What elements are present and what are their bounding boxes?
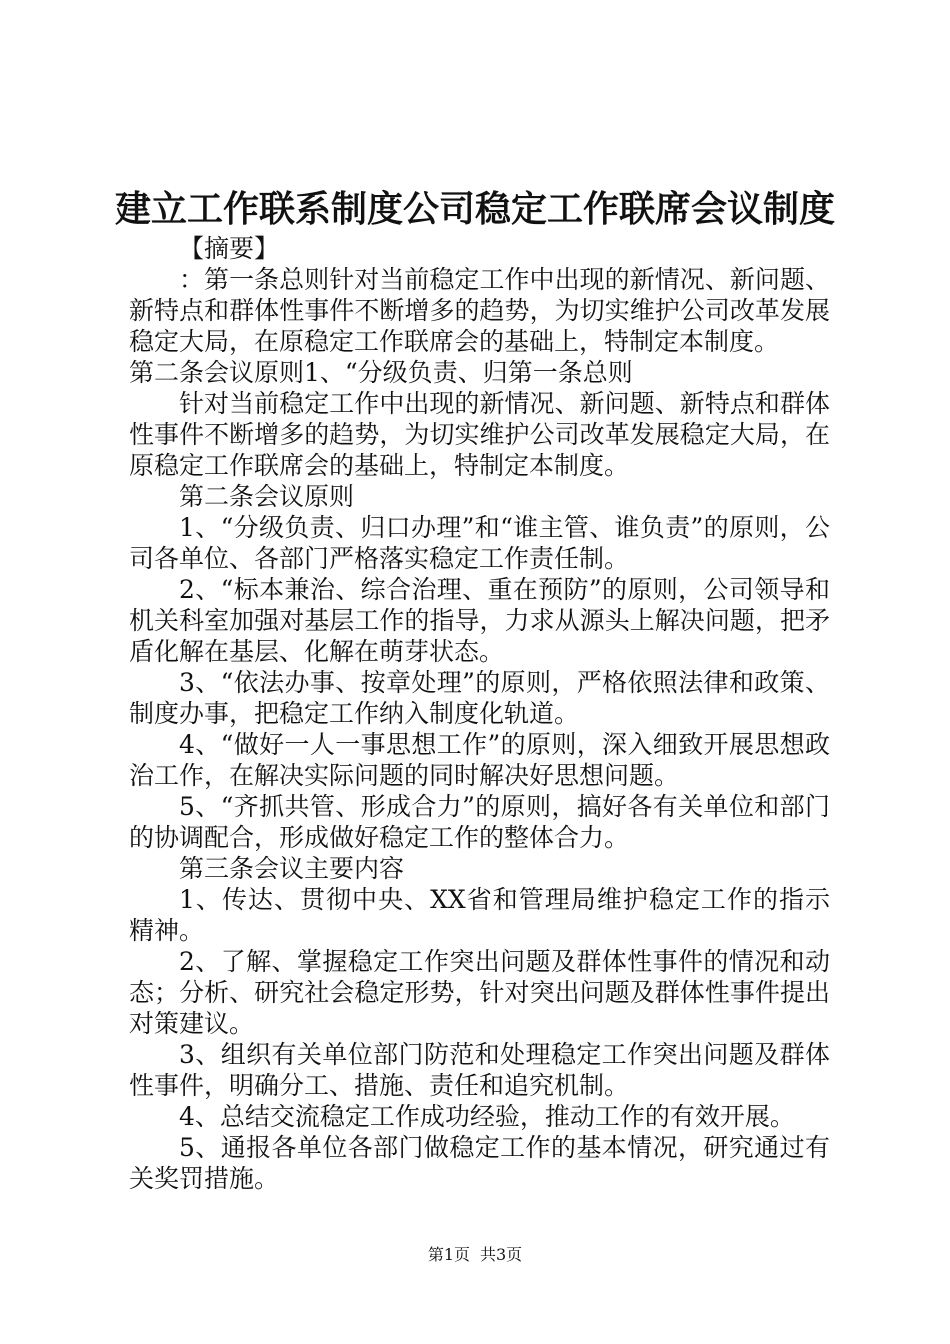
article-3-item-1: 1、传达、贯彻中央、XX省和管理局维护稳定工作的指示精神。	[129, 885, 830, 945]
article-1-paragraph: 针对当前稳定工作中出现的新情况、新问题、新特点和群体性事件不断增多的趋势，为切实维护公司改革发展稳定大局，在原稳定工作联席会的基础上，特制定本制度。	[129, 389, 830, 480]
article-2-item-3: 3、“依法办事、按章处理”的原则，严格依照法律和政策、制度办事，把稳定工作纳入制度化轨道。	[129, 668, 830, 728]
abstract-paragraph: ：第一条总则针对当前稳定工作中出现的新情况、新问题、新特点和群体性事件不断增多的趋势，为切实维护公司改革发展稳定大局，在原稳定工作联席会的基础上，特制定本制度。	[129, 265, 830, 356]
page-footer	[0, 1244, 950, 1266]
document-title: 建立工作联系制度公司稳定工作联席会议制度	[114, 188, 835, 230]
abstract-heading: 【摘要】	[179, 234, 280, 263]
document-body	[129, 233, 830, 1194]
article-3-item-2: 2、了解、掌握稳定工作突出问题及群体性事件的情况和动态；分析、研究社会稳定形势，针对突出问题及群体性事件提出对策建议。	[129, 947, 830, 1038]
article-3-item-5: 5、通报各单位各部门做稳定工作的基本情况，研究通过有关奖罚措施。	[129, 1133, 830, 1193]
article-2-item-5: 5、“齐抓共管、形成合力”的原则，搞好各有关单位和部门的协调配合，形成做好稳定工作的整体合力。	[129, 792, 830, 852]
article-3-item-4: 4、总结交流稳定工作成功经验，推动工作的有效开展。	[179, 1102, 795, 1131]
article-2-heading: 第二条会议原则	[179, 482, 355, 511]
page-total: 共3页	[480, 1245, 523, 1264]
article-3-heading: 第三条会议主要内容	[179, 854, 405, 883]
article-2-item-1: 1、“分级负责、归口办理”和“谁主管、谁负责”的原则，公司各单位、各部门严格落实稳定工作责任制。	[129, 513, 830, 573]
article-3-item-3: 3、组织有关单位部门防范和处理稳定工作突出问题及群体性事件，明确分工、措施、责任和追究机制。	[129, 1040, 830, 1100]
article-2-item-2: 2、“标本兼治、综合治理、重在预防”的原则，公司领导和机关科室加强对基层工作的指导，力求从源头上解决问题，把矛盾化解在基层、化解在萌芽状态。	[129, 575, 830, 666]
page-number: 第1页	[427, 1245, 470, 1264]
article-2-item-4: 4、“做好一人一事思想工作”的原则，深入细致开展思想政治工作，在解决实际问题的同时解决好思想问题。	[129, 730, 830, 790]
abstract-fragment: 第二条会议原则1、“分级负责、归第一条总则	[129, 358, 633, 387]
